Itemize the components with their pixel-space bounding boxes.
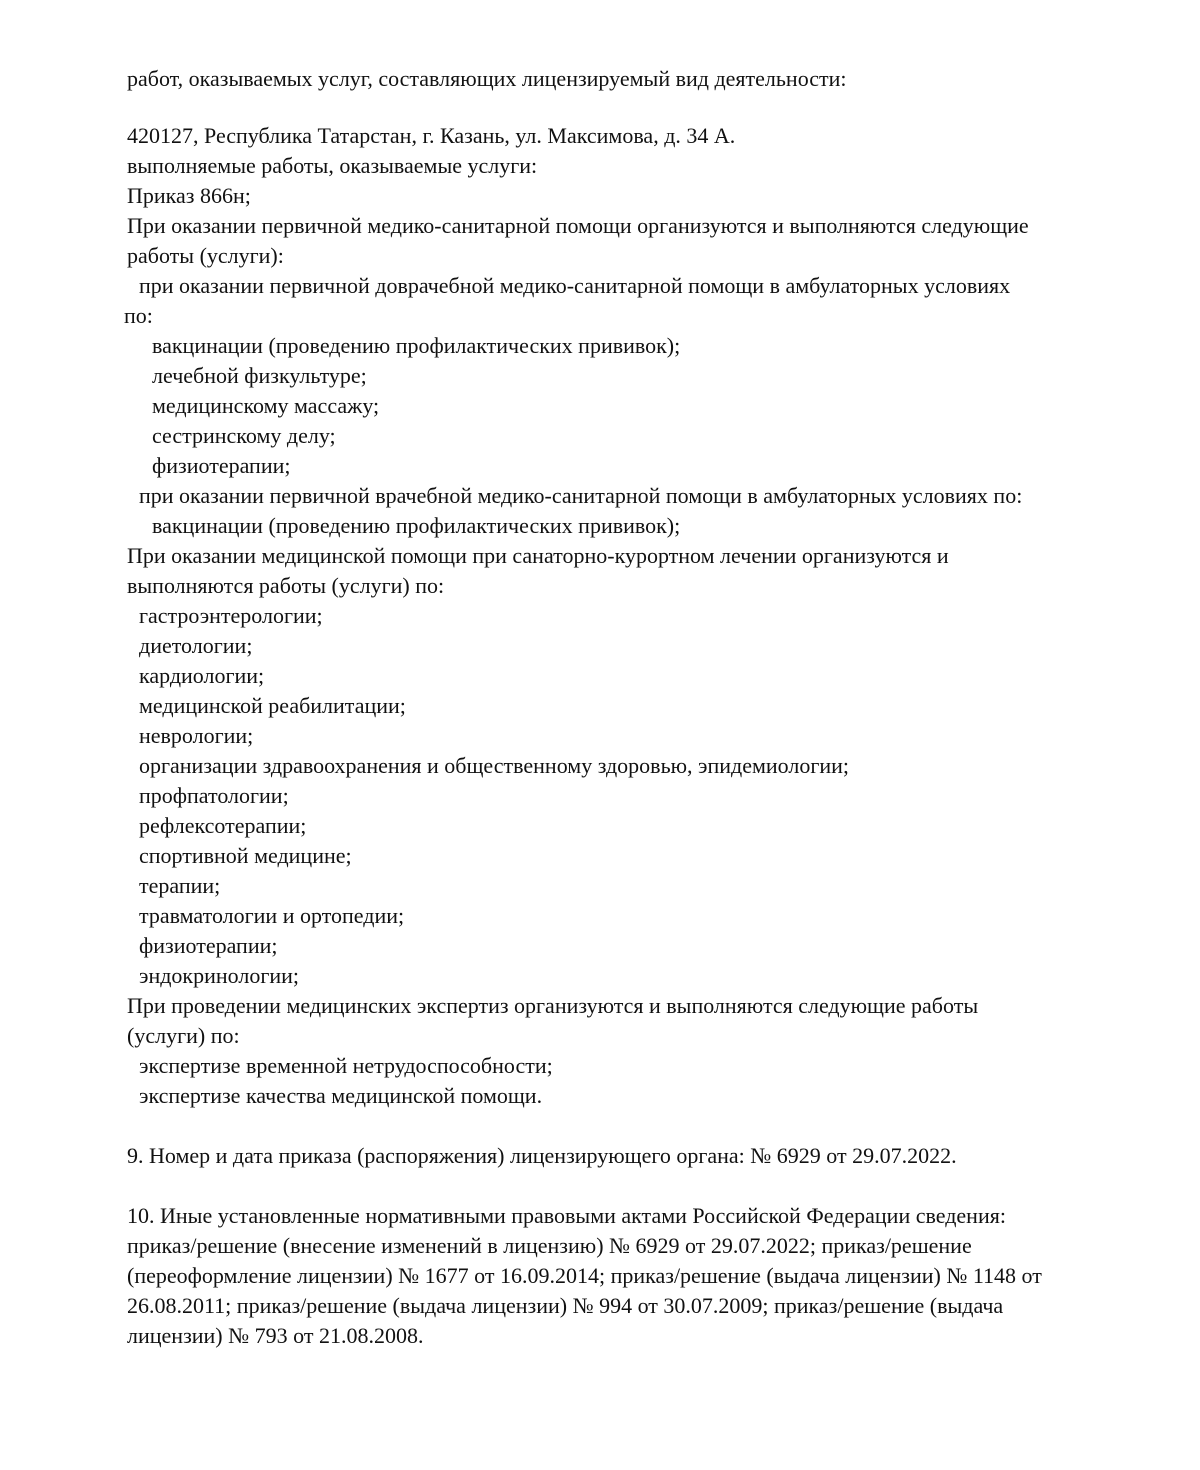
list-item: сестринскому делу; xyxy=(152,423,336,448)
list-item: лечебной физкультуре; xyxy=(152,363,367,388)
primary-care-section xyxy=(124,211,1177,541)
section-10-line: (переоформление лицензии) № 1677 от 16.09.2014; приказ/решение (выдача лицензии) № 1148 от xyxy=(127,1263,1042,1288)
address-line: 420127, Республика Татарстан, г. Казань, ул. Максимова, д. 34 А. xyxy=(127,123,736,148)
list-item: травматологии и ортопедии; xyxy=(139,903,405,928)
vrach-list xyxy=(127,511,1177,541)
list-item: спортивной медицине; xyxy=(139,843,352,868)
expertise-section xyxy=(127,991,1177,1111)
primary-care-heading-cont: работы (услуги): xyxy=(127,243,284,268)
list-item: вакцинации (проведению профилактических прививок); xyxy=(152,513,681,538)
vrach-heading: при оказании первичной врачебной медико-санитарной помощи в амбулаторных условиях по: xyxy=(139,483,1023,508)
list-item: организации здравоохранения и общественному здоровью, эпидемиологии; xyxy=(139,753,850,778)
section-10-line: 26.08.2011; приказ/решение (выдача лицензии) № 994 от 30.07.2009; приказ/решение (выдача xyxy=(127,1293,1004,1318)
section-10-line: лицензии) № 793 от 21.08.2008. xyxy=(127,1323,424,1348)
list-item: экспертизе качества медицинской помощи. xyxy=(139,1083,543,1108)
section-10-other-info xyxy=(127,1201,1177,1351)
section-10-line: приказ/решение (внесение изменений в лицензию) № 6929 от 29.07.2022; приказ/решение xyxy=(127,1233,972,1258)
spacer xyxy=(127,1111,1177,1141)
list-item: физиотерапии; xyxy=(139,933,278,958)
list-item: экспертизе временной нетрудоспособности; xyxy=(139,1053,553,1078)
section-10-line: 10. Иные установленные нормативными правовыми актами Российской Федерации сведения: xyxy=(127,1203,1006,1228)
list-item: гастроэнтерологии; xyxy=(139,603,323,628)
list-item: эндокринологии; xyxy=(139,963,300,988)
spacer xyxy=(127,94,1177,121)
prevrach-heading-cont: по: xyxy=(124,303,153,328)
list-item: вакцинации (проведению профилактических прививок); xyxy=(152,333,681,358)
list-item: медицинской реабилитации; xyxy=(139,693,406,718)
list-item: рефлексотерапии; xyxy=(139,813,307,838)
list-item: терапии; xyxy=(139,873,221,898)
intro-line: работ, оказываемых услуг, составляющих лицензируемый вид деятельности: xyxy=(127,66,847,91)
sanatorium-section xyxy=(127,541,1177,991)
list-item: физиотерапии; xyxy=(152,453,291,478)
list-item: профпатологии; xyxy=(139,783,289,808)
expertise-heading-cont: (услуги) по: xyxy=(127,1023,240,1048)
section-9-order: 9. Номер и дата приказа (распоряжения) лицензирующего органа: № 6929 от 29.07.2022. xyxy=(127,1143,957,1168)
document-page xyxy=(124,64,1177,1351)
prevrach-list xyxy=(127,331,1177,481)
spacer xyxy=(127,1171,1177,1201)
list-item: медицинскому массажу; xyxy=(152,393,380,418)
expertise-heading: При проведении медицинских экспертиз организуются и выполняются следующие работы xyxy=(127,993,979,1018)
expertise-list xyxy=(127,1051,1177,1111)
sanatorium-heading-cont: выполняются работы (услуги) по: xyxy=(127,573,445,598)
sanatorium-heading: При оказании медицинской помощи при санаторно-курортном лечении организуются и xyxy=(127,543,949,568)
prevrach-heading: при оказании первичной доврачебной медико-санитарной помощи в амбулаторных условиях xyxy=(139,273,1011,298)
order-reference: Приказ 866н; xyxy=(127,183,251,208)
list-item: кардиологии; xyxy=(139,663,265,688)
sanatorium-list xyxy=(127,601,1177,991)
primary-care-heading: При оказании первичной медико-санитарной помощи организуются и выполняются следующие xyxy=(127,213,1029,238)
list-item: неврологии; xyxy=(139,723,254,748)
list-item: диетологии; xyxy=(139,633,253,658)
works-label: выполняемые работы, оказываемые услуги: xyxy=(127,153,538,178)
